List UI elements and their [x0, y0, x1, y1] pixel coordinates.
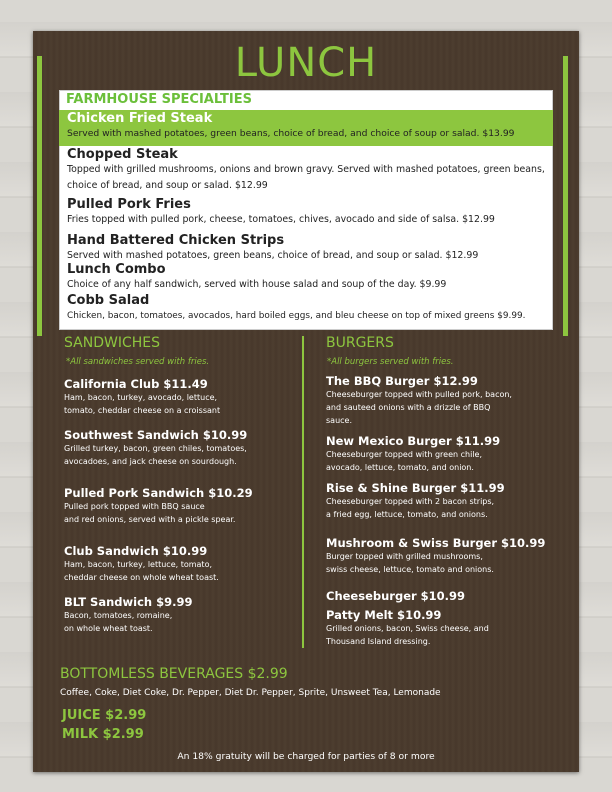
burger-desc-line: and sauteed onions with a drizzle of BBQ [326, 403, 491, 412]
sandwich-desc-line: cheddar cheese on whole wheat toast. [64, 573, 219, 582]
burgers-heading: BURGERS [326, 335, 394, 351]
specialty-item [67, 233, 478, 264]
burger-item [326, 481, 505, 521]
burger-item [326, 589, 465, 603]
burger-desc-line: Cheeseburger topped with green chile, [326, 450, 482, 459]
specialty-name: Cobb Salad [67, 293, 150, 308]
burger-item [326, 434, 500, 474]
burger-name: Mushroom & Swiss Burger $10.99 [326, 536, 546, 550]
specialty-desc: Choice of any half sandwich, served with house salad and soup of the day. $9.99 [67, 279, 447, 290]
specialty-name: Hand Battered Chicken Strips [67, 233, 285, 248]
farmhouse-specialties-panel [59, 90, 553, 330]
burger-desc-line: sauce. [326, 416, 353, 425]
specialty-name: Chopped Steak [67, 147, 178, 162]
sandwich-desc-line: tomato, cheddar cheese on a croissant [64, 406, 221, 415]
specialty-desc: Served with mashed potatoes, green beans, choice of bread, and choice of soup or salad. $13.99 [67, 128, 515, 139]
sandwiches-heading: SANDWICHES [64, 335, 160, 351]
sandwich-desc-line: Grilled turkey, bacon, green chiles, tomatoes, [64, 444, 247, 453]
sandwich-desc-line: Ham, bacon, turkey, lettuce, tomato, [64, 560, 213, 569]
burger-name: Patty Melt $10.99 [326, 608, 442, 622]
burger-name: The BBQ Burger $12.99 [326, 374, 478, 388]
burger-desc-line: Thousand Island dressing. [326, 637, 431, 646]
burger-name: Cheeseburger $10.99 [326, 589, 466, 603]
burger-name: New Mexico Burger $11.99 [326, 434, 501, 448]
specialty-item [67, 147, 547, 194]
sandwich-item [64, 544, 219, 584]
specialty-desc: Chicken, bacon, tomatoes, avocados, hard boiled eggs, and bleu cheese on top of mixed greens $9.99. [67, 311, 526, 321]
sandwich-item [64, 486, 253, 526]
milk-price: MILK $2.99 [62, 727, 144, 742]
sandwich-desc-line: Ham, bacon, turkey, avocado, lettuce, [64, 393, 218, 402]
burger-item [326, 374, 512, 427]
beverages-heading: BOTTOMLESS BEVERAGES $2.99 [60, 666, 288, 682]
sandwich-desc-line: Pulled pork topped with BBQ sauce [64, 502, 205, 511]
specialty-desc: Fries topped with pulled pork, cheese, tomatoes, chives, avocado and side of salsa. $12.99 [67, 214, 495, 225]
sandwich-name: Southwest Sandwich $10.99 [64, 428, 248, 442]
specialty-item [67, 293, 525, 324]
burger-item [326, 608, 489, 648]
sandwich-name: Club Sandwich $10.99 [64, 544, 208, 558]
left-accent-bar [37, 56, 42, 336]
sandwich-item [64, 377, 220, 417]
sandwich-name: BLT Sandwich $9.99 [64, 595, 193, 609]
specialty-desc: Topped with grilled mushrooms, onions and brown gravy. Served with mashed potatoes, green beans, choice of bread, and soup or salad. $12.99 [67, 164, 545, 191]
specialty-desc: Served with mashed potatoes, green beans, choice of bread, and soup or salad. $12.99 [67, 250, 479, 261]
sandwich-desc-line: avocadoes, and jack cheese on sourdough. [64, 457, 237, 466]
specialty-name: Lunch Combo [67, 262, 166, 277]
specialty-name: Chicken Fried Steak [67, 111, 213, 126]
sandwich-name: California Club $11.49 [64, 377, 208, 391]
sandwich-desc-line: Bacon, tomatoes, romaine, [64, 611, 173, 620]
burger-desc-line: Burger topped with grilled mushrooms, [326, 552, 483, 561]
burger-item [326, 536, 545, 576]
burger-desc-line: avocado, lettuce, tomato, and onion. [326, 463, 474, 472]
burger-desc-line: Cheeseburger topped with pulled pork, bacon, [326, 390, 512, 399]
juice-price: JUICE $2.99 [62, 708, 147, 723]
burger-desc-line: a fried egg, lettuce, tomato, and onions. [326, 510, 488, 519]
burger-desc-line: Cheeseburger topped with 2 bacon strips, [326, 497, 495, 506]
beverages-list: Coffee, Coke, Diet Coke, Dr. Pepper, Diet Dr. Pepper, Sprite, Unsweet Tea, Lemonade [60, 688, 441, 698]
burger-desc-line: swiss cheese, lettuce, tomato and onions. [326, 565, 494, 574]
specialty-item [67, 262, 446, 293]
specialty-item [67, 197, 495, 228]
right-accent-bar [563, 56, 568, 336]
sandwich-item [64, 595, 192, 635]
specialty-item [67, 111, 515, 142]
specialty-name: Pulled Pork Fries [67, 197, 191, 212]
burgers-note: *All burgers served with fries. [327, 357, 454, 367]
burger-desc-line: Grilled onions, bacon, Swiss cheese, and [326, 624, 489, 633]
burger-name: Rise & Shine Burger $11.99 [326, 481, 505, 495]
sandwich-name: Pulled Pork Sandwich $10.29 [64, 486, 253, 500]
sandwich-item [64, 428, 247, 468]
sandwiches-note: *All sandwiches served with fries. [66, 357, 210, 367]
gratuity-note: An 18% gratuity will be charged for parties of 8 or more [177, 751, 435, 762]
sandwich-desc-line: on whole wheat toast. [64, 624, 153, 633]
specialties-heading: FARMHOUSE SPECIALTIES [66, 92, 252, 107]
page-title: LUNCH [234, 40, 378, 86]
sandwich-desc-line: and red onions, served with a pickle spear. [64, 515, 236, 524]
column-divider [302, 336, 304, 648]
